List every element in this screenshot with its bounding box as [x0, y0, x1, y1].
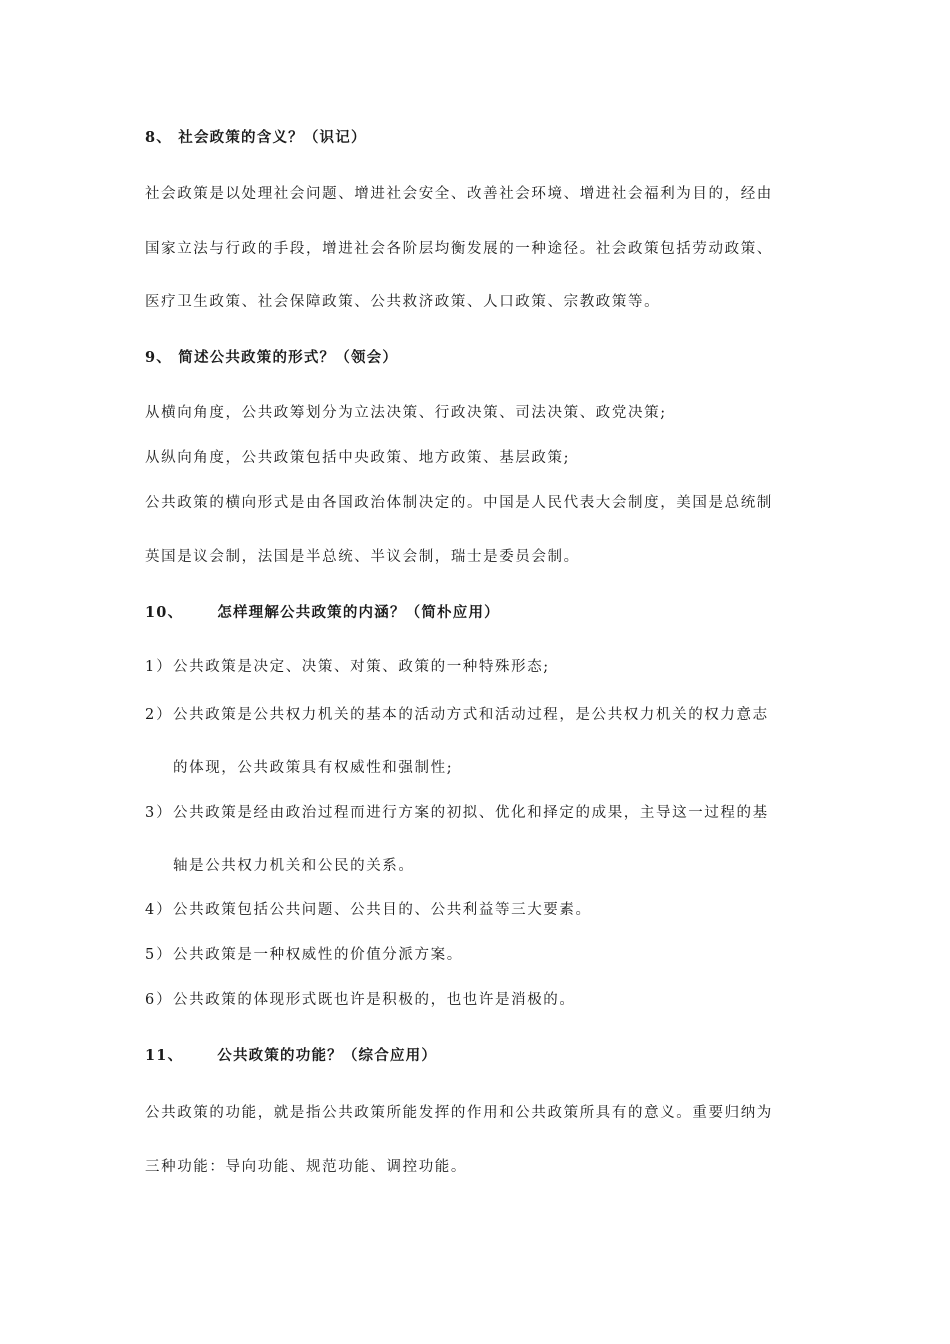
paragraph-line: 英国是议会制，法国是半总统、半议会制，瑞士是委员会制。 [145, 549, 580, 565]
paragraph-line: 社会政策是以处理社会问题、增进社会安全、改善社会环境、增进社会福利为目的，经由 [145, 186, 773, 202]
list-item [145, 945, 815, 965]
section-title: 简述公共政策的形式？（领会） [178, 349, 399, 366]
list-item-text: 公共政策是决定、决策、对策、政策的一种特殊形态; [173, 659, 550, 675]
paragraph-line: 从横向角度，公共政筹划分为立法决策、行政决策、司法决策、政党决策; [145, 405, 667, 421]
section-number: 10、 [145, 604, 184, 621]
section-9-heading [145, 348, 815, 368]
list-item-number: 2） [145, 707, 173, 723]
list-item-number: 3） [145, 805, 173, 821]
paragraph-line: 公共政策的横向形式是由各国政治体制决定的。中国是人民代表大会制度，美国是总统制 [145, 495, 773, 511]
list-item-text: 公共政策的体现形式既也许是积极的，也也许是消极的。 [173, 992, 576, 1008]
list-item [145, 900, 815, 920]
list-item [145, 705, 815, 725]
paragraph-line: 医疗卫生政策、社会保障政策、公共救济政策、人口政策、宗教政策等。 [145, 294, 661, 310]
list-item-text: 公共政策是一种权威性的价值分派方案。 [173, 947, 463, 963]
list-item [145, 803, 815, 823]
list-item-number: 1） [145, 659, 173, 675]
section-11-heading [145, 1046, 815, 1066]
list-item [145, 990, 815, 1010]
list-item-number: 6） [145, 992, 173, 1008]
section-title: 公共政策的功能？（综合应用） [217, 1047, 438, 1064]
paragraph-line: 公共政策的功能，就是指公共政策所能发挥的作用和公共政策所具有的意义。重要归纳为 [145, 1105, 773, 1121]
list-item-number: 4） [145, 902, 173, 918]
list-item [145, 657, 815, 677]
section-number: 11、 [145, 1047, 184, 1064]
section-8-heading [145, 128, 815, 148]
list-item-number: 5） [145, 947, 173, 963]
paragraph-line: 国家立法与行政的手段，增进社会各阶层均衡发展的一种途径。社会政策包括劳动政策、 [145, 241, 773, 257]
section-number: 8、 [145, 129, 172, 146]
section-number: 9、 [145, 349, 172, 366]
section-title: 社会政策的含义？（识记） [178, 129, 367, 146]
paragraph-line: 从纵向角度，公共政策包括中央政策、地方政策、基层政策; [145, 450, 571, 466]
list-item-text: 公共政策是公共权力机关的基本的活动方式和活动过程，是公共权力机关的权力意志 [173, 707, 769, 723]
paragraph-line: 三种功能：导向功能、规范功能、调控功能。 [145, 1159, 467, 1175]
list-item-text: 公共政策包括公共问题、公共目的、公共利益等三大要素。 [173, 902, 592, 918]
section-10-heading [145, 603, 815, 623]
list-item-continuation: 轴是公共权力机关和公民的关系。 [173, 858, 415, 874]
section-title: 怎样理解公共政策的内涵？（简朴应用） [217, 604, 500, 621]
list-item-text: 公共政策是经由政治过程而进行方案的初拟、优化和择定的成果，主导这一过程的基 [173, 805, 769, 821]
list-item-continuation: 的体现，公共政策具有权威性和强制性; [173, 760, 454, 776]
